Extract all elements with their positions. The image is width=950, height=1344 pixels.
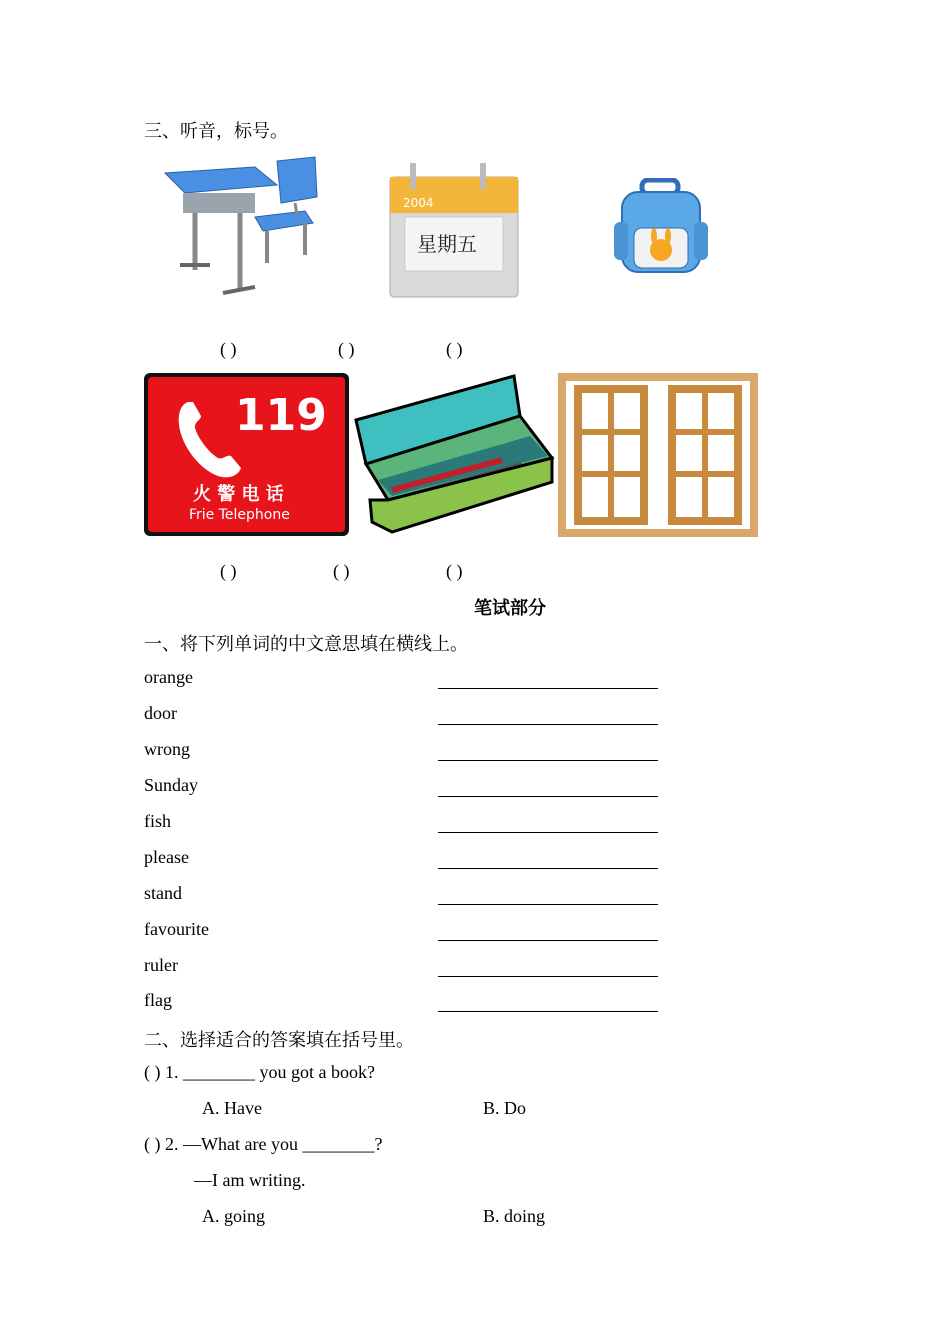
calendar-year: 2004 (403, 196, 434, 210)
sign-en-label: Frie Telephone (189, 507, 290, 523)
word-item: favourite (144, 919, 209, 939)
answer-line[interactable] (438, 724, 658, 725)
calendar-day: 星期五 (417, 232, 477, 256)
question-2-option-b: B. doing (483, 1206, 546, 1226)
answer-line[interactable] (438, 976, 658, 977)
sign-cn-label: 火 警 电 话 (193, 484, 284, 505)
paren-row2-1: ( ) (220, 561, 237, 581)
paren-row1-2: ( ) (338, 339, 355, 359)
word-item: Sunday (144, 775, 198, 795)
section3-title: 三、听音，标号。 (144, 121, 288, 142)
paren-row1-1: ( ) (220, 339, 237, 359)
word-item: wrong (144, 739, 190, 759)
word-item: stand (144, 883, 182, 903)
pencil-box-image (352, 372, 557, 537)
paren-row2-3: ( ) (446, 561, 463, 581)
window-image (558, 373, 758, 537)
question-2-stem: ( ) 2. —What are you ________? (144, 1134, 383, 1154)
question-1-stem: ( ) 1. ________ you got a book? (144, 1062, 375, 1082)
desk-chair-image (155, 155, 330, 305)
word-item: fish (144, 811, 171, 831)
paren-row2-2: ( ) (333, 561, 350, 581)
answer-line[interactable] (438, 832, 658, 833)
word-item: please (144, 847, 189, 867)
answer-line[interactable] (438, 796, 658, 797)
question-2-option-a: A. going (202, 1206, 265, 1226)
answer-line[interactable] (438, 1011, 658, 1012)
written-heading: 笔试部分 (474, 598, 546, 619)
word-item: ruler (144, 955, 178, 975)
section2-title: 二、选择适合的答案填在括号里。 (144, 1030, 414, 1051)
word-item: door (144, 703, 177, 723)
fire-telephone-sign-image (143, 372, 350, 537)
question-2-reply: —I am writing. (194, 1170, 306, 1190)
question-1-option-b: B. Do (483, 1098, 527, 1118)
section1-title: 一、将下列单词的中文意思填在横线上。 (144, 634, 468, 655)
calendar-image (385, 155, 525, 300)
answer-line[interactable] (438, 760, 658, 761)
answer-line[interactable] (438, 688, 658, 689)
answer-line[interactable] (438, 940, 658, 941)
answer-line[interactable] (438, 868, 658, 869)
paren-row1-3: ( ) (446, 339, 463, 359)
question-1-option-a: A. Have (202, 1098, 262, 1118)
word-item: orange (144, 667, 193, 687)
word-item: flag (144, 990, 172, 1010)
answer-line[interactable] (438, 904, 658, 905)
backpack-image (612, 178, 710, 276)
sign-number: 119 (235, 390, 327, 441)
